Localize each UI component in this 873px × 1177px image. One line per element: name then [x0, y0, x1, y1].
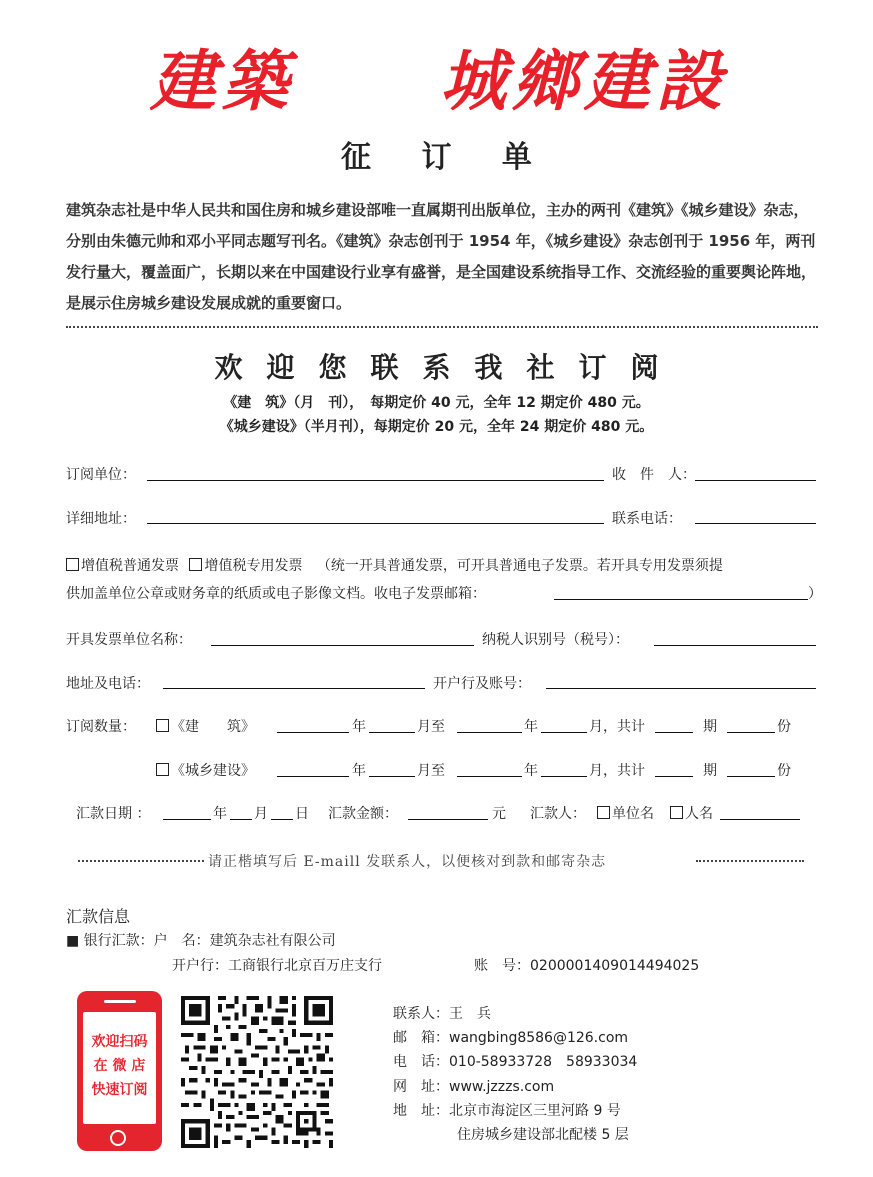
remit-year-text: 年 [213, 806, 227, 822]
issue-text: 期 [703, 763, 717, 779]
phone-label: 联系电话： [612, 511, 682, 527]
unit-label: 订阅单位： [66, 467, 136, 483]
remit-account-line: 账 号：0200001409014494025 [474, 958, 700, 974]
mag2-issues[interactable] [655, 776, 693, 777]
invoice-options [66, 555, 723, 575]
phone-speaker [104, 1000, 136, 1003]
addr-phone-label: 地址及电话： [66, 676, 150, 692]
invoice-unit-field[interactable] [211, 645, 474, 646]
invoice-normal-label: 增值税普通发票 [81, 558, 179, 574]
year-text: 年 [524, 719, 538, 735]
copies-text: 份 [777, 719, 791, 735]
chengxiang-logo: 城鄉建設 [440, 42, 728, 120]
month-to-text: 月至 [417, 719, 445, 735]
month-total-text: 月，共计 [589, 719, 645, 735]
mag2-start-year[interactable] [277, 776, 349, 777]
remit-day-text: 日 [295, 806, 309, 822]
jianzhu-logo: 建築 [150, 42, 294, 120]
qr-promo-text: 欢迎扫码 在 微 店 快速订阅 [91, 1034, 148, 1098]
recipient-label: 收 件 人： [612, 467, 696, 483]
invoice-special-checkbox[interactable] [189, 558, 202, 571]
mag1-start-year[interactable] [277, 732, 349, 733]
copies-text: 份 [777, 763, 791, 779]
remitter-label: 汇款人： [530, 806, 586, 822]
recipient-field[interactable] [695, 480, 816, 481]
mag1-end-month[interactable] [541, 732, 587, 733]
remit-year-field[interactable] [163, 819, 211, 820]
mag1-issues[interactable] [655, 732, 693, 733]
remit-bank-line: ■ 银行汇款：户 名：建筑杂志社有限公司 [66, 933, 336, 949]
invoice-normal-checkbox[interactable] [66, 558, 79, 571]
contact-address: 地 址：北京市海淀区三里河路 9 号 [393, 1103, 621, 1119]
address-label: 详细地址： [66, 511, 136, 527]
page-title: 征 订 单 [341, 140, 532, 175]
unit-field[interactable] [147, 480, 604, 481]
remit-day-field[interactable] [271, 819, 293, 820]
contact-address-2: 住房城乡建设部北配楼 5 层 [457, 1127, 629, 1143]
remit-month-field[interactable] [230, 819, 252, 820]
intro-paragraph: 建筑杂志社是中华人民共和国住房和城乡建设部唯一直属期刊出版单位，主办的两刊《建筑》《城乡建设》杂志，分别由朱德元帅和邓小平同志题写刊名。《建筑》杂志创刊于 1954 年，《城乡建设》杂志创刊于 1956 年，两刊发行量大，覆盖面广，长期以来在中国建设行业享有盛誉，是全国建设系统指导工作、交流经验的重要舆论阵地，是展示住房城乡建设发展成就的重要窗口。 [66, 201, 817, 312]
invoice-note-2: 供加盖单位公章或财务章的纸质或电子影像文档。收电子发票邮箱： [66, 586, 486, 602]
yuan-text: 元 [492, 806, 506, 822]
notice-text: 请正楷填写后 E-maill 发联系人，以便核对到款和邮寄杂志 [208, 854, 607, 870]
month-total-text: 月，共计 [589, 763, 645, 779]
invoice-note-end: ） [808, 586, 822, 602]
bank-field[interactable] [546, 688, 816, 689]
phone-home-button [110, 1130, 126, 1146]
remitter-name-field[interactable] [720, 819, 800, 820]
tax-id-field[interactable] [654, 645, 816, 646]
address-field[interactable] [147, 523, 604, 524]
issue-text: 期 [703, 719, 717, 735]
price-jianzhu: 《建 筑》（月 刊）， 每期定价 40 元，全年 12 期定价 480 元。 [223, 395, 650, 411]
bank-label: 开户行及账号： [433, 676, 531, 692]
contact-tel: 电 话：010-58933728 58933034 [393, 1054, 638, 1070]
remit-date-label: 汇款日期 ： [76, 806, 151, 822]
notice-dots-left [78, 860, 204, 862]
mag2-option[interactable]: 《城乡建设》 [156, 760, 255, 780]
invoice-note: （统一开具普通发票，可开具普通电子发票。若开具专用发票须提 [316, 558, 723, 574]
mag2-start-month[interactable] [369, 776, 415, 777]
contact-web[interactable]: 网 址：www.jzzzs.com [393, 1079, 555, 1095]
mag1-start-month[interactable] [369, 732, 415, 733]
mag2-end-month[interactable] [541, 776, 587, 777]
welcome-heading: 欢迎您联系我社订阅 [214, 351, 683, 384]
qr-code[interactable] [180, 996, 334, 1148]
month-to-text: 月至 [417, 763, 445, 779]
contact-person: 联系人：王 兵 [393, 1006, 491, 1022]
mag1-end-year[interactable] [457, 732, 522, 733]
remit-month-text: 月 [254, 806, 268, 822]
remit-amount-field[interactable] [408, 819, 488, 820]
remit-amount-label: 汇款金额： [328, 806, 398, 822]
notice-dots-right [696, 860, 804, 862]
phone-field[interactable] [695, 523, 816, 524]
year-text: 年 [524, 763, 538, 779]
price-chengxiang: 《城乡建设》（半月刊），每期定价 20 元，全年 24 期定价 480 元。 [219, 419, 654, 435]
invoice-unit-label: 开具发票单位名称： [66, 632, 192, 648]
addr-phone-field[interactable] [163, 688, 425, 689]
year-text: 年 [352, 763, 366, 779]
remitter-person-option[interactable]: 人名 [670, 803, 713, 823]
tax-id-label: 纳税人识别号（税号）： [482, 632, 629, 648]
mag2-copies[interactable] [727, 776, 775, 777]
invoice-email-field[interactable] [554, 599, 808, 600]
year-text: 年 [352, 719, 366, 735]
mag1-copies[interactable] [727, 732, 775, 733]
contact-email[interactable]: 邮 箱：wangbing8586@126.com [393, 1030, 629, 1046]
mag1-option[interactable]: 《建 筑》 [156, 716, 255, 736]
quantity-label: 订阅数量： [66, 719, 136, 735]
divider [66, 326, 818, 328]
remitter-unit-option[interactable]: 单位名 [597, 803, 654, 823]
remit-heading: 汇款信息 [66, 907, 131, 926]
invoice-special-label: 增值税专用发票 [204, 558, 303, 574]
remit-branch-line: 开户行：工商银行北京百万庄支行 [172, 958, 382, 974]
mag2-end-year[interactable] [457, 776, 522, 777]
